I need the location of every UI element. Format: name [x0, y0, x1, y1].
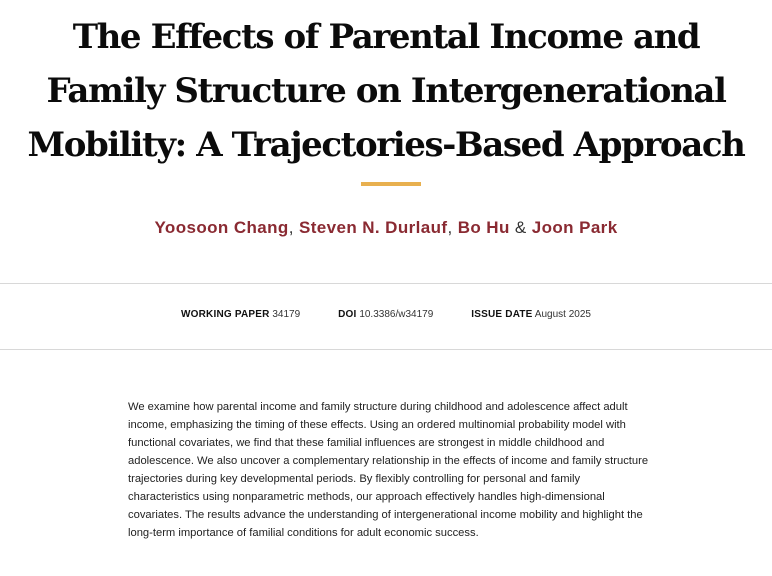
- author-list: [0, 216, 772, 240]
- author-ampersand: &: [514, 218, 527, 237]
- doi-value[interactable]: 10.3386/w34179: [359, 309, 434, 320]
- author-separator: ,: [288, 218, 294, 237]
- author-link-joon-park[interactable]: Joon Park: [531, 218, 618, 237]
- meta-divider-bottom: [0, 349, 772, 350]
- meta-divider-top: [0, 283, 772, 284]
- author-link-yoosoon-chang[interactable]: Yoosoon Chang: [154, 218, 289, 237]
- paper-title: The Effects of Parental Income and Family Structure on Intergenerational Mobility: A Trajectories-Based Approach: [27, 17, 745, 165]
- issue-date-label: ISSUE DATE: [471, 309, 533, 320]
- title-accent-rule: [361, 182, 421, 186]
- author-link-steven-durlauf[interactable]: Steven N. Durlauf: [298, 218, 448, 237]
- author-separator: ,: [447, 218, 453, 237]
- doi: [338, 308, 433, 322]
- author-link-bo-hu[interactable]: Bo Hu: [457, 218, 510, 237]
- working-paper-number: [181, 308, 300, 322]
- issue-date-value: August 2025: [534, 309, 591, 320]
- abstract-text: We examine how parental income and family structure during childhood and adolescence affect adult income, emphasizing the timing of these effects. Using an ordered multinomial probability model with functional covariates, we find that these familial influences are strongest in middle childhood and adolescence. We also uncover a complementary relationship in the effects of income and family structure trajectories during key developmental periods. By flexibly controlling for personal and family characteristics using nonparametric methods, our approach effectively handles high-dimensional covariates. The results advance the understanding of intergenerational income mobility and highlight the long-term importance of familial conditions for adult economic success.: [128, 401, 649, 539]
- working-paper-label: WORKING PAPER: [181, 309, 270, 320]
- doi-label: DOI: [338, 309, 357, 320]
- working-paper-value: 34179: [272, 309, 301, 320]
- issue-date: [471, 308, 591, 322]
- paper-meta-bar: [0, 308, 772, 322]
